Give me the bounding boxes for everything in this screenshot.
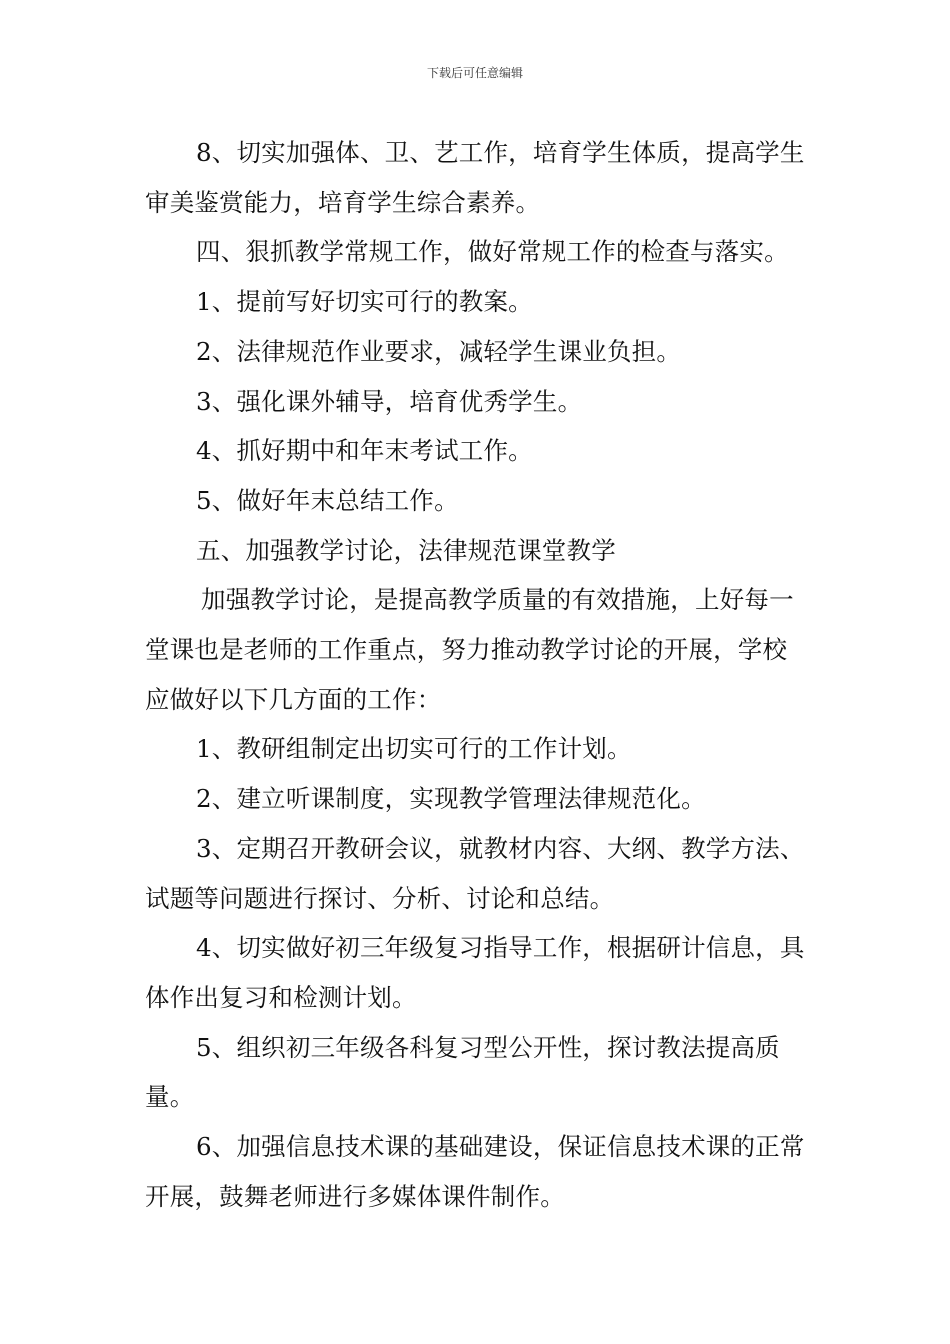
paragraph-item-3: 3、强化课外辅导，培育优秀学生。 xyxy=(196,386,583,416)
paragraph-item-5-b: 5、组织初三年级各科复习型公开性，探讨教法提高质量。 xyxy=(145,1032,780,1112)
paragraph-item-1-b: 1、教研组制定出切实可行的工作计划。 xyxy=(196,734,632,764)
page-header-note: 下载后可任意编辑 xyxy=(426,66,523,80)
paragraph-item-8: 8、切实加强体、卫、艺工作，培育学生体质，提高学生审美鉴赏能力，培育学生综合素养。 xyxy=(145,138,805,217)
paragraph-intro: 加强教学讨论，是提高教学质量的有效措施，上好每一堂课也是老师的工作重点，努力推动教学讨论的开展，学校应做好以下几方面的工作： xyxy=(145,585,794,714)
paragraph-item-6-b: 6、加强信息技术课的基础建设，保证信息技术课的正常开展，鼓舞老师进行多媒体课件制作。 xyxy=(145,1132,805,1211)
document-body xyxy=(145,128,810,1221)
paragraph-item-2: 2、法律规范作业要求，减轻学生课业负担。 xyxy=(196,336,682,366)
paragraph-item-1: 1、提前写好切实可行的教案。 xyxy=(196,287,533,317)
paragraph-item-2-b: 2、建立听课制度，实现教学管理法律规范化。 xyxy=(196,784,706,814)
section-heading-5: 五、加强教学讨论，法律规范课堂教学 xyxy=(196,535,616,565)
paragraph-item-3-b: 3、定期召开教研会议，就教材内容、大纲、教学方法、试题等问题进行探讨、分析、讨论和总结。 xyxy=(145,833,805,913)
section-heading-4: 四、狠抓教学常规工作，做好常规工作的检查与落实。 xyxy=(196,237,789,267)
paragraph-item-4: 4、抓好期中和年末考试工作。 xyxy=(196,436,533,466)
paragraph-item-4-b: 4、切实做好初三年级复习指导工作，根据研计信息，具体作出复习和检测计划。 xyxy=(145,933,805,1012)
paragraph-item-5: 5、做好年末总结工作。 xyxy=(196,485,459,515)
